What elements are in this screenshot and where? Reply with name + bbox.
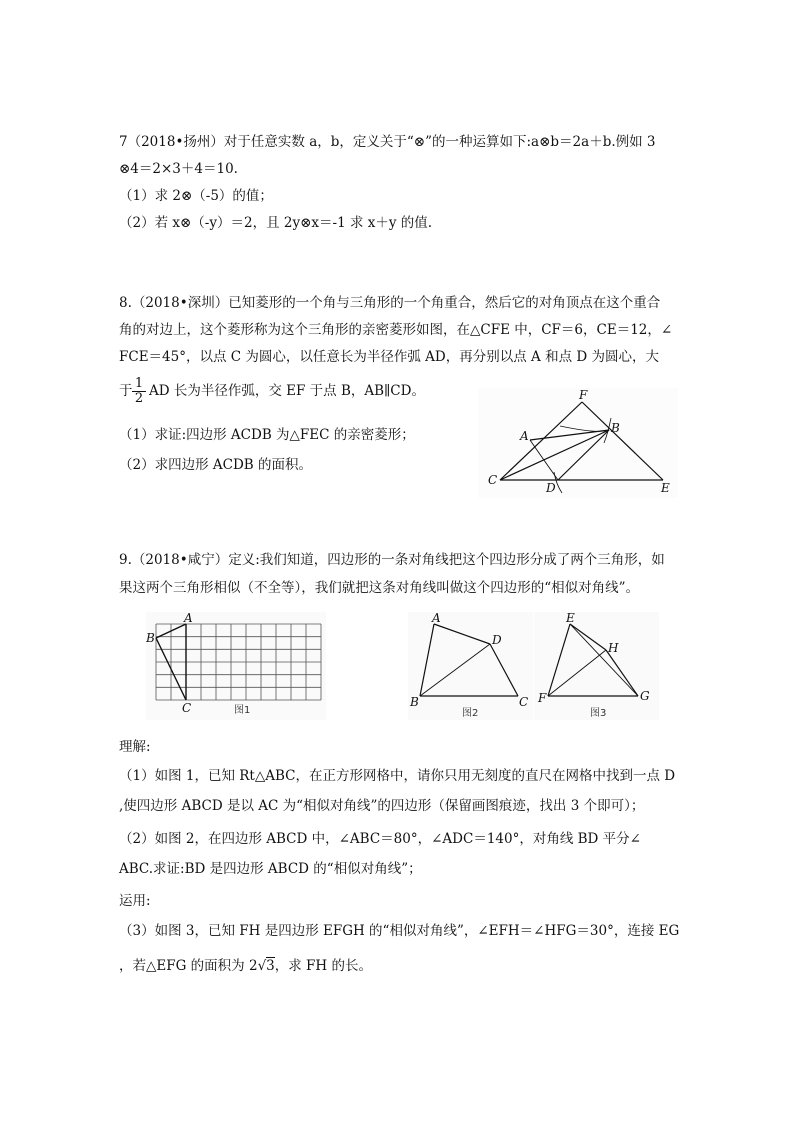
- q9-part3-line1: （3）如图 3，已知 FH 是四边形 EFGH 的“相似对角线”，∠EFH＝∠HFG＝30°，连接 EG: [119, 923, 680, 939]
- q9-fig2-label-c: C: [519, 695, 529, 709]
- q9-figure2: [408, 612, 533, 720]
- q7-part1: （1）求 2⊗（-5）的值；: [119, 188, 273, 204]
- q8-label-c: C: [488, 473, 498, 487]
- q9-part2-line1: （2）如图 2，在四边形 ABCD 中，∠ABC＝80°，∠ADC＝140°，对角线 BD 平分∠: [119, 831, 641, 847]
- q9-part1-line1: （1）如图 1，已知 Rt△ABC，在正方形网格中，请你只用无刻度的直尺在网格中找到一点 D: [119, 768, 676, 784]
- q9-fig3-label-g: G: [640, 689, 650, 703]
- q8-part1: （1）求证:四边形 ACDB 为△FEC 的亲密菱形；: [119, 427, 415, 443]
- q8-label-a: A: [520, 429, 529, 443]
- sqrt-symbol: √: [257, 958, 267, 974]
- q8-part2: （2）求四边形 ACDB 的面积。: [119, 457, 312, 473]
- q9-figure3: [534, 612, 659, 720]
- q8-fraction-denominator: 2: [134, 391, 144, 406]
- q9-part3-radicand: 3: [266, 958, 275, 974]
- q9-understand-heading: 理解:: [119, 739, 151, 755]
- q9-part1-line2: ,使四边形 ABCD 是以 AC 为“相似对角线”的四边形（保留画图痕迹，找出 3 个即可）；: [119, 798, 645, 814]
- q9-fig1-label-b: B: [146, 631, 155, 645]
- q9-fig1-label-c: C: [182, 701, 192, 715]
- q8-line3: FCE＝45°，以点 C 为圆心，以任意长为半径作弧 AD，再分别以点 A 和点 D 为圆心，大: [119, 349, 659, 365]
- q9-part3-line2-a: ，若△EFG 的面积为 2: [119, 958, 258, 974]
- q9-fig3-label-f: F: [538, 691, 547, 705]
- q9-apply-heading: 运用:: [119, 893, 151, 909]
- q7-part2: （2）若 x⊗（-y）＝2，且 2y⊗x＝-1 求 x＋y 的值.: [119, 215, 433, 231]
- q8-line4: AD 长为半径作弧，交 EF 于点 B，AB∥CD。: [149, 383, 425, 399]
- q9-part3-line2: [119, 956, 372, 976]
- q9-fig3-caption: 图3: [590, 708, 607, 719]
- q9-line1: 9.（2018•咸宁）定义:我们知道，四边形的一条对角线把这个四边形分成了两个三角形，如: [119, 552, 665, 568]
- q8-label-d: D: [546, 481, 556, 495]
- q8-fraction-numerator: 1: [132, 377, 146, 392]
- q8-label-f: F: [579, 388, 588, 402]
- q8-fraction: [132, 377, 146, 406]
- q9-fig2-label-a: A: [432, 612, 441, 625]
- q9-fig1-caption: 图1: [234, 705, 251, 716]
- q9-fig2-caption: 图2: [462, 708, 479, 719]
- q8-figure: [478, 388, 678, 498]
- q8-label-e: E: [661, 481, 670, 495]
- q9-part3-line2-b: ，求 FH 的长。: [274, 958, 372, 974]
- q9-fig2-label-d: D: [492, 633, 502, 647]
- q8-label-b: B: [611, 421, 620, 435]
- q8-line4-prefix: 于: [119, 383, 133, 399]
- q9-fig2-label-b: B: [410, 695, 419, 709]
- q9-line2: 果这两个三角形相似（不全等），我们就把这条对角线叫做这个四边形的“相似对角线”。: [119, 580, 640, 596]
- q8-line2: 角的对边上，这个菱形称为这个三角形的亲密菱形如图，在△CFE 中，CF＝6，CE＝12，∠: [119, 322, 673, 338]
- q7-line1: 7（2018•扬州）对于任意实数 a，b，定义关于“⊗”的一种运算如下:a⊗b＝2a＋b.例如 3: [119, 134, 656, 150]
- q9-fig3-label-h: H: [608, 641, 619, 655]
- q9-figure1: [146, 612, 326, 720]
- q8-line1: 8.（2018•深圳）已知菱形的一个角与三角形的一个角重合，然后它的对角顶点在这个重合: [119, 295, 661, 311]
- q9-part2-line2: ABC.求证:BD 是四边形 ABCD 的“相似对角线”；: [119, 861, 422, 877]
- q7-line2: ⊗4＝2×3＋4＝10.: [119, 161, 238, 177]
- q9-fig1-label-a: A: [184, 612, 193, 625]
- q9-fig3-label-e: E: [566, 612, 575, 625]
